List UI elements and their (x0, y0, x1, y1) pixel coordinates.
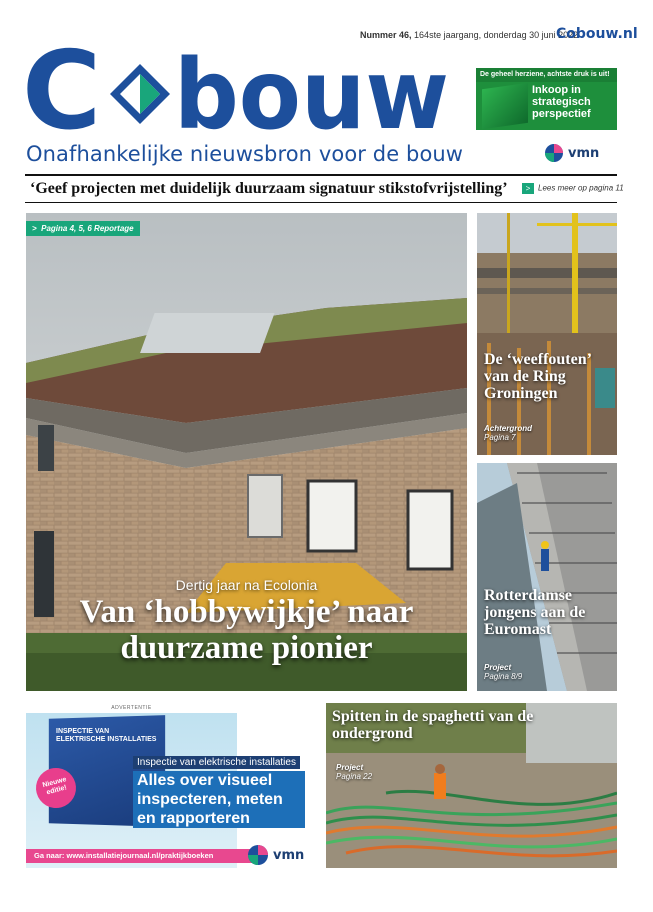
side-page: Pagina 8/9 (484, 672, 523, 681)
main-headline[interactable]: Van ‘hobbywijkje’ naar duurzame pionier (79, 594, 414, 666)
ad-label: ADVERTENTIE (111, 705, 152, 711)
side-section: Project (484, 663, 512, 672)
quote-headline[interactable]: ‘Geef projecten met duidelijk duurzaam signatuur stikstofvrijstelling’ (30, 180, 508, 197)
side-story-euromast[interactable] (477, 463, 617, 691)
logo-diamond-icon (110, 64, 170, 124)
side-headline: Rotterdamse jongens aan de Euromast (484, 587, 586, 638)
ad-vmn-logo-icon (246, 843, 316, 867)
svg-text:vmn: vmn (568, 146, 600, 161)
bottom-section: Project (336, 763, 364, 772)
side-headline: De ‘weeffouten’ van de Ring Groningen (484, 351, 591, 402)
svg-text:vmn: vmn (273, 848, 305, 863)
bottom-page: Pagina 22 (336, 772, 373, 781)
promo-title: Inkoop in strategisch perspectief (532, 84, 591, 120)
header-rule (25, 174, 617, 176)
logo-bouw: bouw (174, 39, 449, 146)
issue-info: Nummer 46, 164ste jaargang, donderdag 30 juni 2022 (360, 30, 579, 40)
masthead-logo[interactable] (22, 38, 452, 146)
promo-top-line: De geheel herziene, achtste druk is uit! (476, 68, 617, 82)
page-tag[interactable]: > Pagina 4, 5, 6 Reportage (26, 221, 140, 236)
promo-book-image (482, 83, 528, 129)
new-edition-badge: Nieuwe editie! (32, 764, 81, 813)
ad-cta-link[interactable]: Ga naar: www.installatiejournaal.nl/praktijkboeken (26, 849, 256, 863)
logo-c: C (22, 38, 102, 146)
read-more-link[interactable]: > Lees meer op pagina 11 (522, 183, 624, 194)
tagline: Onafhankelijke nieuwsbron voor de bouw (26, 142, 464, 166)
site-link[interactable]: Cobouw.nl (556, 26, 638, 42)
arrow-right-icon: > (32, 224, 37, 233)
ad-subtitle: Inspectie van elektrische installaties (133, 756, 300, 769)
photo-credit: Foto: Stijn van der Kerk (16, 547, 22, 600)
side-story-ring-groningen[interactable] (477, 213, 617, 455)
side-page: Pagina 7 (484, 433, 516, 442)
main-kicker: Dertig jaar na Ecolonia (175, 577, 318, 593)
bottom-headline: Spitten in de spaghetti van de ondergrond (332, 708, 534, 742)
vmn-logo-icon (544, 142, 624, 164)
side-photo-euromast (477, 463, 617, 691)
side-photo-crane (477, 213, 617, 455)
quote-rule (25, 202, 617, 203)
ad-title: Alles over visueel inspecteren, meten en rapporteren (133, 771, 305, 828)
ad-book-title: INSPECTIE VAN ELEKTRISCHE INSTALLATIES (56, 728, 157, 743)
arrow-right-icon: > (522, 183, 534, 194)
side-section: Achtergrond (484, 424, 532, 433)
